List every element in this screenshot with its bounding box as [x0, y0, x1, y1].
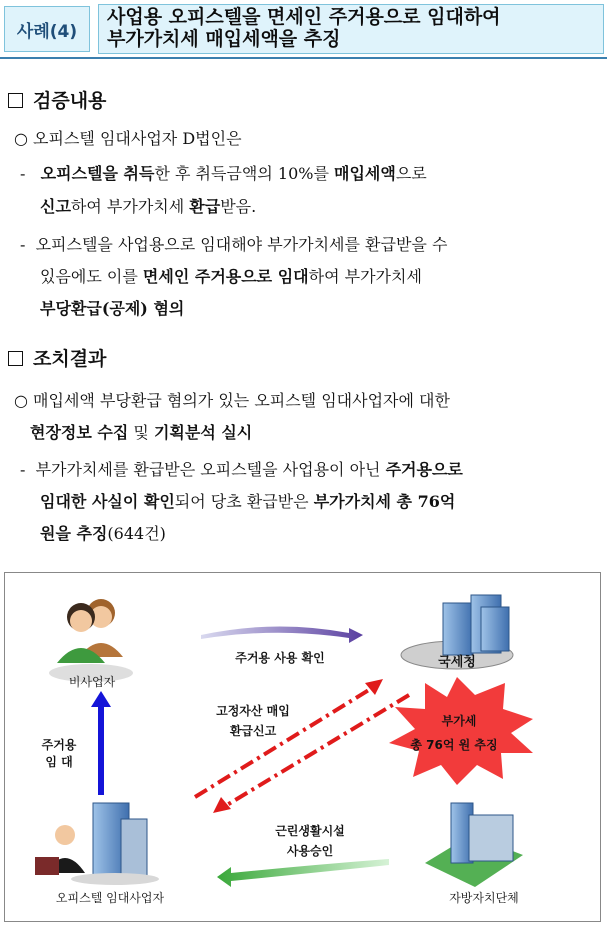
review-bullet-2-line-1: - 오피스텔을 사업용으로 임대해야 부가가치세를 환급받을 수 — [20, 235, 448, 254]
title-line-2: 부가가치세 매입세액을 추징 — [107, 28, 341, 50]
page-title — [98, 4, 604, 54]
blue-up-arrow — [91, 691, 111, 795]
title-line-1: 사업용 오피스텔을 면세인 주거용으로 임대하여 — [107, 6, 501, 28]
landlord-building-icon — [35, 803, 159, 885]
purple-right-arrow — [201, 626, 363, 643]
review-bullet-2-line-3: 부당환급(공제) 혐의 — [40, 299, 185, 318]
local-gov-label: 자방자치단체 — [449, 891, 519, 905]
result-intro-line-1: ○ 매입세액 부당환급 혐의가 있는 오피스텔 임대사업자에 대한 — [14, 391, 450, 410]
review-bullet-2-line-2: 있음에도 이를 면세인 주거용으로 임대하여 부가가치세 — [40, 267, 422, 286]
person-pair-icon — [49, 599, 133, 682]
flow-diagram — [4, 572, 601, 922]
nts-label: 국세청 — [438, 655, 476, 670]
local-gov-building-icon — [425, 803, 523, 887]
green-left-arrow — [217, 859, 389, 887]
result-intro-line-2: 현장정보 수집 및 기획분석 실시 — [30, 423, 253, 442]
section-heading-review: 검증내용 — [8, 86, 106, 113]
page-header — [0, 0, 607, 58]
case-badge: 사례(4) — [4, 6, 90, 52]
review-intro: ○ 오피스텔 임대사업자 D법인은 — [14, 129, 242, 148]
non-business-label: 비사업자 — [68, 675, 116, 689]
checkbox-square-icon — [8, 351, 23, 366]
fixed-asset-refund-label: 고정자산 매입 환급신고 — [216, 704, 290, 738]
result-bullet-line-3: 원을 추징(644건) — [40, 524, 166, 543]
result-bullet-line-1: - 부가가치세를 환급받은 오피스텔을 사업용이 아닌 주거용으로 — [20, 460, 463, 479]
neighborhood-facility-label: 근린생활시설 사용승인 — [275, 824, 345, 858]
checkbox-square-icon — [8, 93, 23, 108]
result-bullet-line-2: 임대한 사실이 확인되어 당초 환급받은 부가가치세 총 76억 — [40, 492, 456, 511]
header-rule — [0, 57, 607, 59]
flow-diagram-graphics — [5, 573, 600, 921]
residential-use-confirm-label: 주거용 사용 확인 — [235, 651, 325, 665]
section-heading-result: 조치결과 — [8, 344, 106, 371]
residential-rent-label: 주거용 임 대 — [41, 738, 77, 769]
vat-collection-label: 부가세 총 76억 원 추징 — [410, 714, 498, 752]
review-bullet-1-line-1: - 오피스텔을 취득한 후 취득금액의 10%를 매입세액으로 — [20, 164, 427, 183]
landlord-label: 오피스텔 임대사업자 — [55, 891, 165, 905]
review-bullet-1-line-2: 신고하여 부가가치세 환급받음. — [40, 197, 257, 216]
